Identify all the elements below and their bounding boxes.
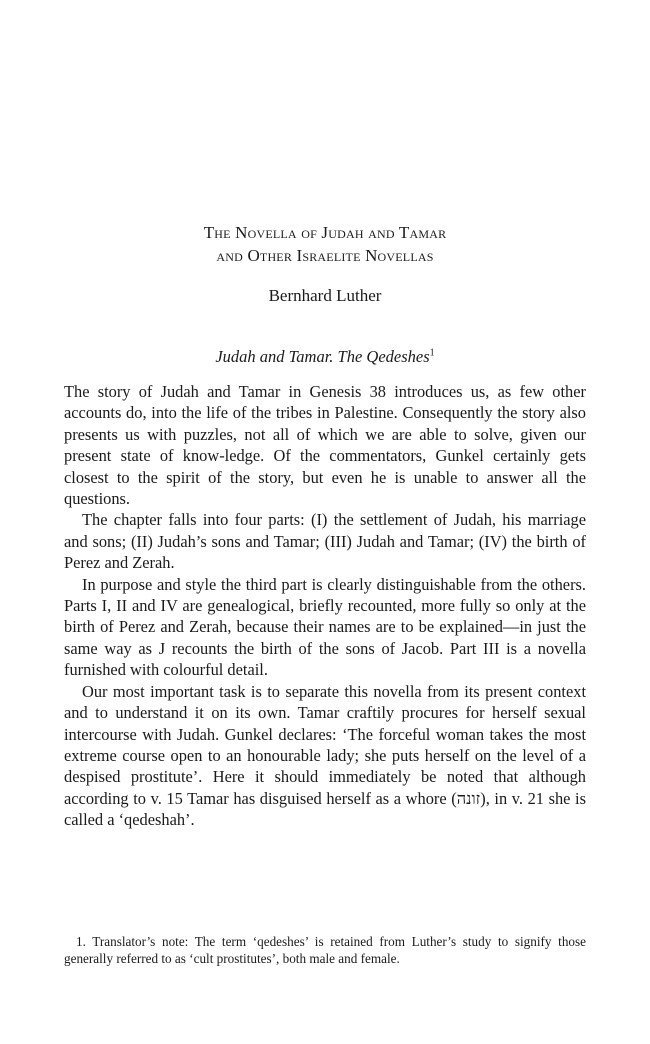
author-name: Bernhard Luther <box>268 286 382 305</box>
footnote: 1. Translator’s note: The term ‘qedeshes’ is retained from Luther’s study to signify those generally referred to as ‘cult prostitutes’, both male and female. <box>64 934 586 966</box>
body-text <box>64 381 586 831</box>
section-heading <box>0 346 650 368</box>
paragraph-2: The chapter falls into four parts: (I) the settlement of Judah, his marriage and sons; (II) Judah’s sons and Tamar; (III) Judah and Tamar; (IV) the birth of Perez and Zerah. <box>64 510 586 573</box>
section-heading-text: Judah and Tamar. The Qedeshes <box>215 347 430 366</box>
chapter-title-line-2: and Other Israelite Novellas <box>216 246 434 265</box>
paragraph-4: Our most important task is to separate this novella from its present context and to understand it on its own. Tamar craftily procures for herself sexual intercourse with Judah. Gunkel declares: ‘The forceful woman takes the most extreme course open to an honourable lady; she puts herself on the level of a despised prostitute’. Here it should immediately be noted that although according to v. 15 Tamar has disguised herself as a whore (זונה), in v. 21 she is called a ‘qedeshah’. <box>64 681 586 830</box>
chapter-title-line-1: The Novella of Judah and Tamar <box>203 223 447 242</box>
paragraph-1: The story of Judah and Tamar in Genesis 38 introduces us, as few other accounts do, into the life of the tribes in Palestine. Consequently the story also presents us with puzzles, not all of which we are able to solve, given our present state of know-ledge. Of the commentators, Gunkel certainly gets closest to the spirit of the story, but even he is unable to answer all the questions. <box>64 382 586 509</box>
footnote-ref-marker: 1 <box>429 347 435 359</box>
paragraph-3: In purpose and style the third part is clearly distinguishable from the others. Parts I, II and IV are genealogical, briefly recounted, more fully so only at the birth of Perez and Zerah, because their names are to be explained—in just the same way as J recounts the birth of the sons of Jacob. Part III is a novella furnished with colourful detail. <box>64 574 586 680</box>
chapter-title <box>0 221 650 267</box>
